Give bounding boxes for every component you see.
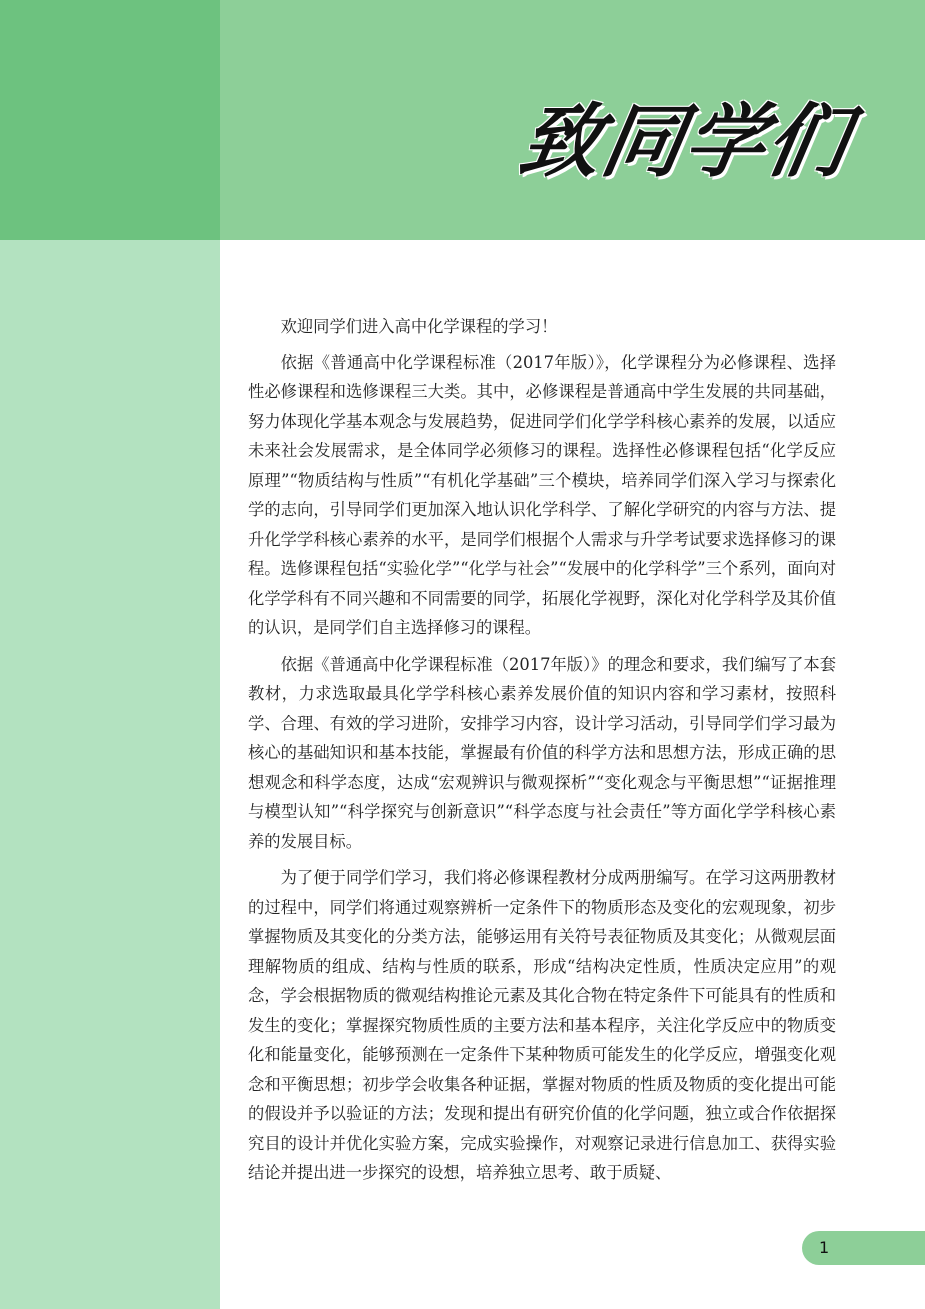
paragraph-learning-content: 为了便于同学们学习，我们将必修课程教材分成两册编写。在学习这两册教材的过程中，同学们将通过观察辨析一定条件下的物质形态及变化的宏观现象，初步掌握物质及其变化的分类方法，能够运用有关符号表征物质及其变化；从微观层面理解物质的组成、结构与性质的联系，形成“结构决定性质，性质决定应用”的观念，学会根据物质的微观结构推论元素及其化合物在特定条件下可能具有的性质和发生的变化；掌握探究物质性质的主要方法和基本程序，关注化学反应中的物质变化和能量变化，能够预测在一定条件下某种物质可能发生的化学反应，增强变化观念和平衡思想；初步学会收集各种证据，掌握对物质的性质及物质的变化提出可能的假设并予以验证的方法；发现和提出有研究价值的化学问题，独立或合作依据探究目的设计并优化实验方案，完成实验操作，对观察记录进行信息加工、获得实验结论并提出进一步探究的设想，培养独立思考、敢于质疑、	[248, 868, 836, 1182]
paragraph-greeting: 欢迎同学们进入高中化学课程的学习！	[280, 317, 558, 336]
left-margin-bar	[0, 240, 220, 1309]
paragraph-course-structure: 依据《普通高中化学课程标准（2017年版）》，化学课程分为必修课程、选择性必修课程和选修课程三大类。其中，必修课程是普通高中学生发展的共同基础，努力体现化学基本观念与发展趋势，促进同学们化学学科核心素养的发展，以适应未来社会发展需求，是全体同学必须修习的课程。选择性必修课程包括“化学反应原理”“物质结构与性质”“有机化学基础”三个模块，培养同学们深入学习与探索化学的志向，引导同学们更加深入地认识化学科学、了解化学研究的内容与方法、提升化学学科核心素养的水平，是同学们根据个人需求与升学考试要求选择修习的课程。选修课程包括“实验化学”“化学与社会”“发展中的化学科学”三个系列，面向对化学学科有不同兴趣和不同需要的同学，拓展化学视野，深化对化学科学及其价值的认识，是同学们自主选择修习的课程。	[248, 352, 836, 637]
paragraph-textbook-goals: 依据《普通高中化学课程标准（2017年版）》的理念和要求，我们编写了本套教材，力求选取最具化学学科核心素养发展价值的知识内容和学习素材，按照科学、合理、有效的学习进阶，安排学习内容，设计学习活动，引导同学们学习最为核心的基础知识和基本技能，掌握最有价值的科学方法和思想方法，形成正确的思想观念和科学态度，达成“宏观辨识与微观探析”“变化观念与平衡思想”“证据推理与模型认知”“科学探究与创新意识”“科学态度与社会责任”等方面化学学科核心素养的发展目标。	[248, 654, 836, 851]
body-text	[248, 312, 836, 1195]
corner-color-block	[0, 0, 220, 240]
page-title: 致同学们	[512, 95, 858, 188]
page-number: 1	[819, 1238, 830, 1257]
